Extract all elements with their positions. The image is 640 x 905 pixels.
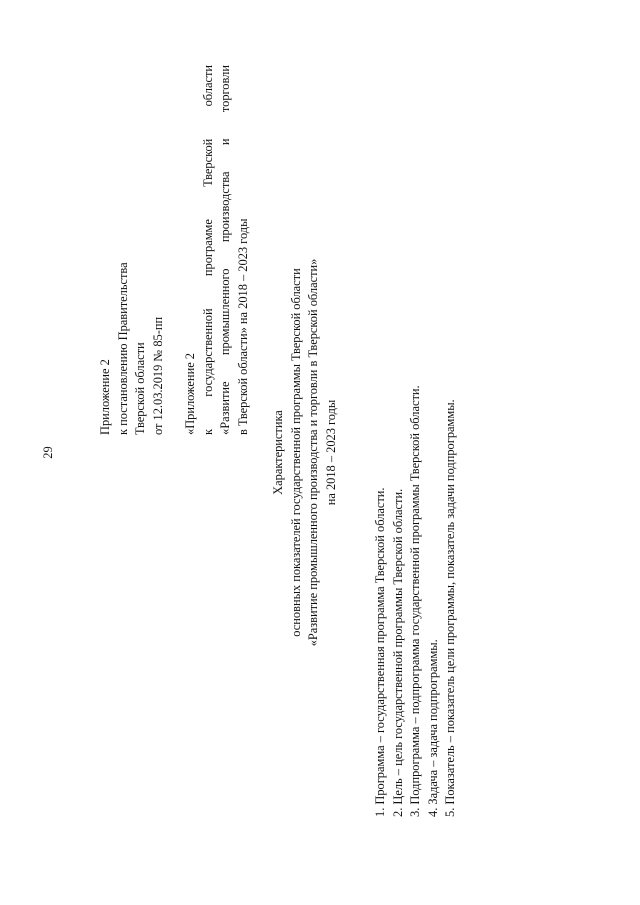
appendix-program-line: в Тверской области» на 2018 – 2023 годы: [235, 218, 250, 435]
appendix-program-block: [182, 65, 252, 435]
heading-line: Характеристика: [271, 410, 285, 495]
document-heading: [270, 0, 340, 905]
definition-item: 4. Задача – задача подпрограммы.: [425, 639, 440, 817]
definitions-list: [372, 385, 460, 817]
appendix-program-line: к государственной программе Тверской области: [200, 65, 215, 435]
heading-line: «Развитие промышленного производства и торговли в Тверской области»: [306, 258, 320, 647]
definition-item: 5. Показатель – показатель цели программы, показатель задачи подпрограммы.: [443, 399, 457, 817]
appendix-program-line: «Приложение 2: [183, 353, 197, 435]
definition-item: 3. Подпрограмма – подпрограмма государственной программы Тверской области.: [408, 385, 422, 817]
appendix-order-line: Тверской области: [133, 342, 147, 435]
definition-item: 1. Программа – государственная программа Тверской области.: [373, 487, 387, 817]
appendix-order-line: от 12.03.2019 № 85-пп: [150, 316, 165, 435]
page-number: 29: [41, 446, 55, 459]
appendix-program-line: «Развитие промышленного производства и торговли: [218, 65, 232, 435]
appendix-order-line: к постановлению Правительства: [115, 262, 130, 435]
heading-line: на 2018 – 2023 годы: [323, 399, 338, 506]
appendix-order-block: [97, 262, 167, 435]
heading-line: основных показателей государственной программы Тверской области: [288, 268, 303, 637]
appendix-order-line: Приложение 2: [98, 359, 112, 435]
definition-item: 2. Цель – цель государственной программы Тверской области.: [390, 488, 405, 817]
